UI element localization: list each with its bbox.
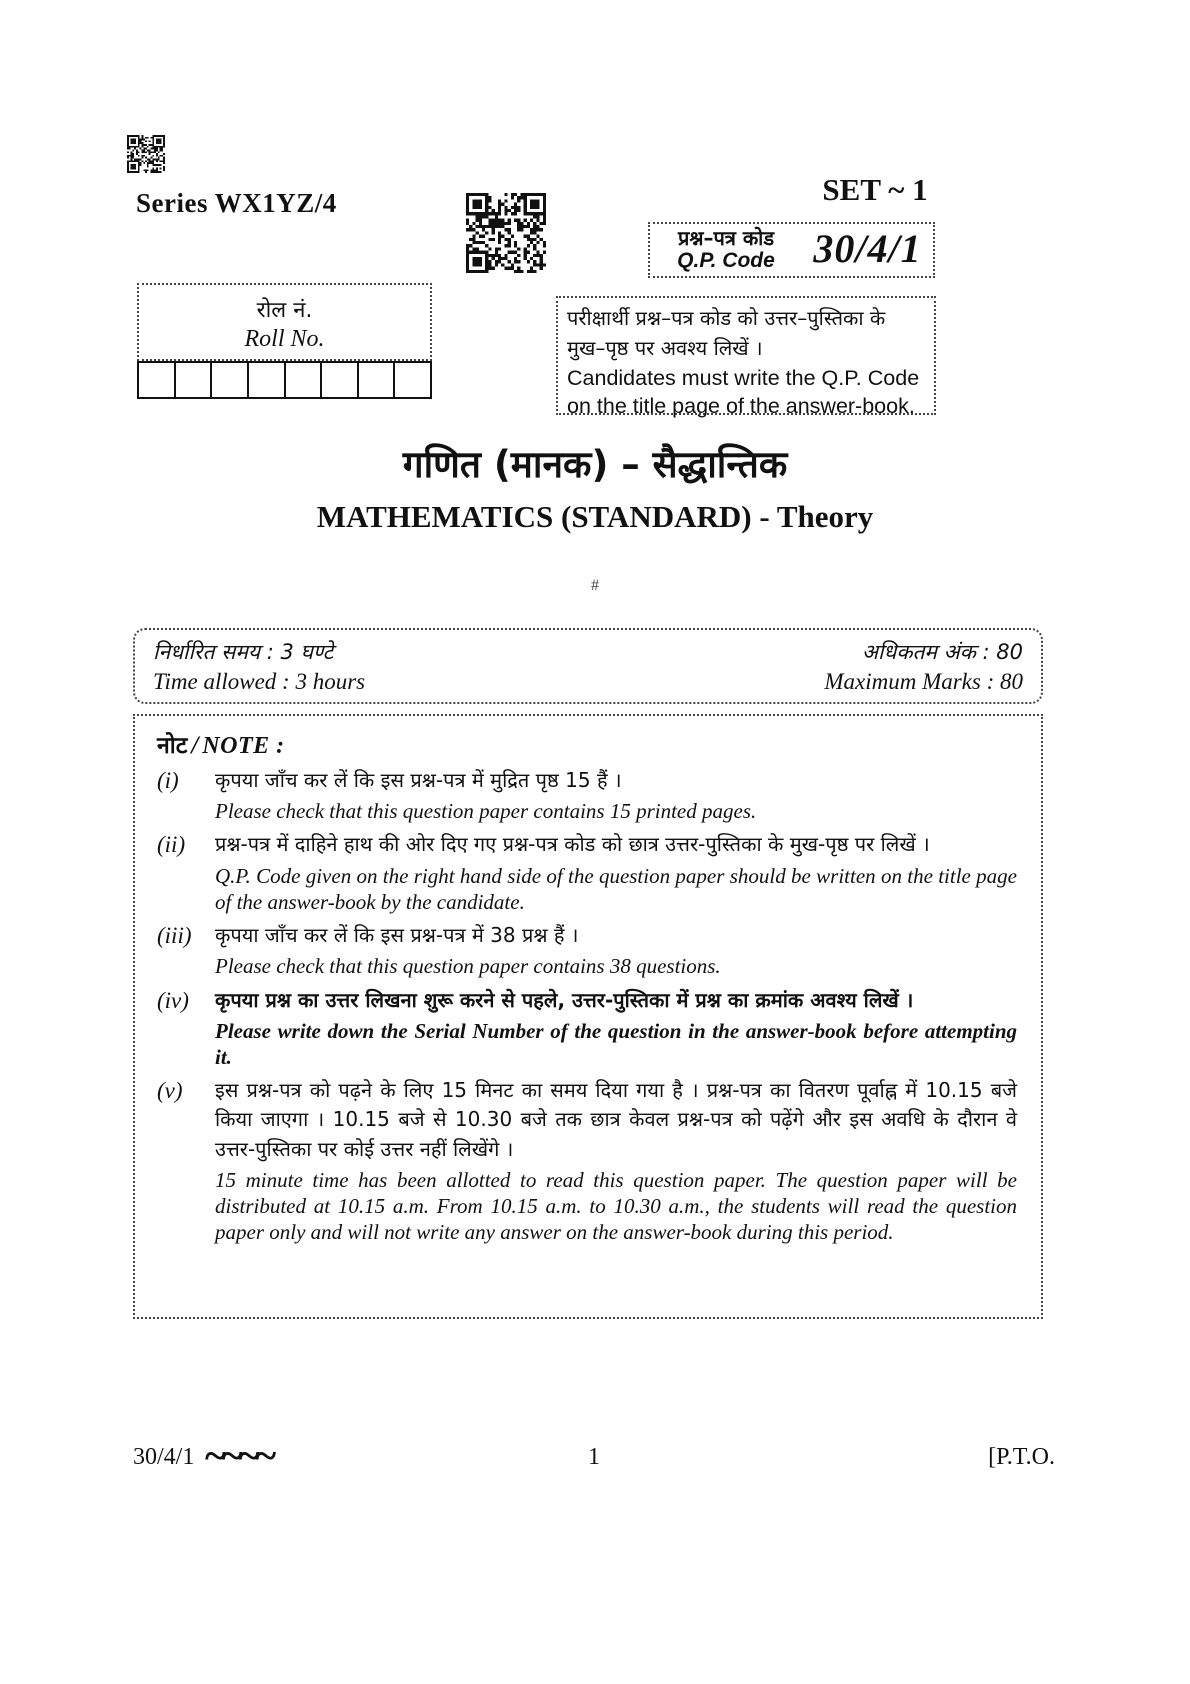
candidates-instruction-english: Candidates must write the Q.P. Code on the title page of the answer-book. (567, 366, 920, 418)
note-item-hindi: कृपया जाँच कर लें कि इस प्रश्न-पत्र में मुद्रित पृष्ठ 15 हैं । (215, 768, 622, 792)
note-item-hindi: इस प्रश्न-पत्र को पढ़ने के लिए 15 मिनट का समय दिया गया है । प्रश्न-पत्र का वितरण पूर्वाह्न में 10.15 बजे किया जाएगा । 10.15 बजे से 10.30 बजे तक छात्र केवल प्रश्न-पत्र को पढ़ेंगे और इस अवधि के दौरान वे उत्तर-पुस्तिका पर कोई उत्तर नहीं लिखेंगे । (215, 1078, 1017, 1161)
note-box (133, 714, 1043, 1319)
qr-code-large-icon (466, 193, 546, 273)
qr-code-small-icon (127, 135, 165, 173)
roll-number-cell[interactable] (176, 363, 213, 397)
note-item-number: (iii) (157, 923, 192, 949)
roll-number-label-hindi: रोल नं. (256, 298, 313, 323)
qp-code-box (648, 222, 935, 278)
note-heading-separator: / (191, 732, 199, 759)
footer-paper-code: 30/4/1 (133, 1444, 195, 1470)
roll-number-cell[interactable] (359, 363, 396, 397)
time-allowed-hindi: निर्धारित समय : 3 घण्टे (153, 640, 334, 664)
time-marks-box (133, 628, 1043, 704)
roll-number-cell[interactable] (249, 363, 286, 397)
roll-number-cell[interactable] (322, 363, 359, 397)
paper-title-hindi: गणित (मानक) – सैद्धान्तिक (402, 443, 788, 486)
note-item-2 (157, 830, 1017, 915)
footer-page-number: 1 (588, 1444, 600, 1470)
note-item-english: Please check that this question paper contains 38 questions. (215, 954, 721, 979)
series-label: Series WX1YZ/4 (136, 188, 337, 218)
roll-number-label-english: Roll No. (244, 326, 325, 352)
roll-number-cells (137, 361, 432, 399)
candidates-instruction-hindi: परीक्षार्थी प्रश्न–पत्र कोड को उत्तर–पुस्तिका के मुख–पृष्ठ पर अवश्य लिखें । (567, 306, 886, 360)
note-item-hindi: प्रश्न-पत्र में दाहिने हाथ की ओर दिए गए प्रश्न-पत्र कोड को छात्र उत्तर-पुस्तिका के मुख-पृष्ठ पर लिखें । (215, 832, 930, 857)
maximum-marks-english: Maximum Marks : 80 (824, 669, 1023, 695)
roll-number-cell[interactable] (286, 363, 323, 397)
note-item-english: Please check that this question paper contains 15 printed pages. (215, 799, 757, 824)
note-item-english: Q.P. Code given on the right hand side of the question paper should be written on the title page of the answer-book by the candidate. (215, 863, 1017, 914)
note-item-5 (157, 1076, 1017, 1245)
page-footer (133, 1433, 1055, 1478)
paper-title-english: MATHEMATICS (STANDARD) - Theory (316, 499, 874, 534)
maximum-marks-hindi: अधिकतम अंक : 80 (861, 640, 1023, 664)
footer-squiggle-mark: ~~~~ (205, 1433, 273, 1478)
note-heading-hindi: नोट (157, 733, 188, 759)
roll-number-cell[interactable] (212, 363, 249, 397)
note-item-number: (iv) (157, 987, 189, 1013)
time-allowed-english: Time allowed : 3 hours (153, 669, 366, 695)
note-item-hindi: कृपया जाँच कर लें कि इस प्रश्न-पत्र में 38 प्रश्न हैं । (215, 923, 579, 948)
note-heading-english: NOTE : (202, 733, 285, 759)
note-item-english: 15 minute time has been allotted to read this question paper. The question paper will be distributed at 10.15 a.m. From 10.15 a.m. to 10.30 a.m., the students will read the question paper only and will not write any answer on the answer-book during this period. (215, 1167, 1017, 1245)
note-item-hindi: कृपया प्रश्न का उत्तर लिखना शुरू करने से पहले, उत्तर-पुस्तिका में प्रश्न का क्रमांक अवश्य लिखें । (215, 987, 914, 1012)
roll-number-cell[interactable] (139, 363, 176, 397)
qp-code-label-hindi: प्रश्न–पत्र कोड (677, 226, 775, 251)
qp-code-label-english: Q.P. Code (677, 249, 775, 273)
roll-number-cell[interactable] (395, 363, 430, 397)
note-item-number: (i) (157, 768, 179, 793)
set-label: SET ~ 1 (822, 172, 928, 207)
footer-pto-label: [P.T.O. (988, 1444, 1055, 1470)
note-item-3 (157, 921, 1017, 979)
note-item-4 (157, 986, 1017, 1071)
candidates-instruction-box (556, 296, 936, 418)
hash-mark: # (591, 577, 599, 594)
qp-code-value: 30/4/1 (813, 225, 922, 271)
note-item-number: (ii) (157, 832, 186, 858)
roll-number-box (137, 283, 432, 361)
note-heading (157, 728, 1017, 760)
note-item-number: (v) (157, 1078, 183, 1104)
note-item-english: Please write down the Serial Number of the question in the answer-book before attempting it. (215, 1018, 1017, 1069)
note-item-1 (157, 766, 1017, 824)
